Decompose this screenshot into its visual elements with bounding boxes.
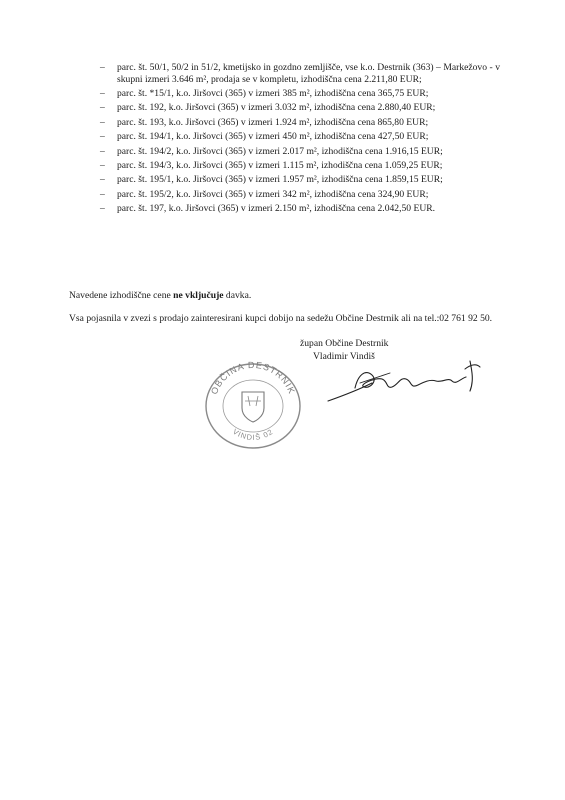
municipal-stamp-seal <box>198 356 308 452</box>
list-item <box>100 102 500 114</box>
signatory-name: Vladimir Vindiš <box>313 351 375 362</box>
tax-note <box>69 289 509 302</box>
parcel-text: parc. št. *15/1, k.o. Jiršovci (365) v izmeri 385 m², izhodiščna cena 365,75 EUR; <box>117 87 429 99</box>
list-item <box>100 174 500 186</box>
list-item <box>100 203 500 215</box>
parcel-list <box>100 62 500 218</box>
dash-bullet: – <box>100 87 105 99</box>
dash-bullet: – <box>100 62 105 73</box>
list-item <box>100 88 500 100</box>
handwritten-signature <box>320 353 495 408</box>
parcel-text: parc. št. 197, k.o. Jiršovci (365) v izmeri 2.150 m², izhodiščna cena 2.042,50 EUR. <box>117 203 436 215</box>
tax-note-before: Navedene izhodiščne cene <box>69 290 174 301</box>
dash-bullet: – <box>100 102 105 114</box>
tax-note-bold: ne vključuje <box>173 290 224 301</box>
list-item <box>100 160 500 172</box>
parcel-text: parc. št. 192, k.o. Jiršovci (365) v izmeri 3.032 m², izhodiščna cena 2.880,40 EUR; <box>117 102 436 114</box>
list-item <box>100 189 500 201</box>
parcel-text: parc. št. 194/3, k.o. Jiršovci (365) v izmeri 1.115 m², izhodiščna cena 1.059,25 EUR; <box>117 159 443 171</box>
parcel-text: parc. št. 193, k.o. Jiršovci (365) v izmeri 1.924 m², izhodiščna cena 865,80 EUR; <box>117 116 429 128</box>
tax-note-after: davka. <box>223 290 252 301</box>
dash-bullet: – <box>100 188 105 200</box>
svg-text:VINDIŠ 02: VINDIŠ 02 <box>231 426 275 442</box>
dash-bullet: – <box>100 203 105 215</box>
svg-text:OBČINA DESTRNIK: OBČINA DESTRNIK <box>209 359 297 396</box>
dash-bullet: – <box>100 131 105 143</box>
dash-bullet: – <box>100 159 105 171</box>
parcel-text: parc. št. 195/1, k.o. Jiršovci (365) v izmeri 1.957 m², izhodiščna cena 1.859,15 EUR; <box>117 174 443 186</box>
list-item <box>100 62 500 85</box>
dash-bullet: – <box>100 145 105 157</box>
list-item <box>100 131 500 143</box>
list-item <box>100 146 500 158</box>
signatory-title: župan Občine Destrnik <box>300 338 389 349</box>
list-item <box>100 117 500 129</box>
dash-bullet: – <box>100 116 105 128</box>
contact-paragraph: Vsa pojasnila v zvezi s prodajo zainteresirani kupci dobijo na sedežu Občine Destrnik ali na tel.:02 761 92 50. <box>69 313 493 324</box>
dash-bullet: – <box>100 174 105 186</box>
parcel-text: parc. št. 50/1, 50/2 in 51/2, kmetijsko in gozdno zemljišče, vse k.o. Destrnik (363) – Markežovo - v skupni izmeri 3.646 m², prodaja se v kompletu, izhodiščna cena 2.211,80 EUR; <box>117 62 500 85</box>
parcel-text: parc. št. 195/2, k.o. Jiršovci (365) v izmeri 342 m², izhodiščna cena 324,90 EUR; <box>117 188 429 200</box>
parcel-text: parc. št. 194/2, k.o. Jiršovci (365) v izmeri 2.017 m², izhodiščna cena 1.916,15 EUR; <box>117 145 443 157</box>
parcel-text: parc. št. 194/1, k.o. Jiršovci (365) v izmeri 450 m², izhodiščna cena 427,50 EUR; <box>117 131 429 143</box>
